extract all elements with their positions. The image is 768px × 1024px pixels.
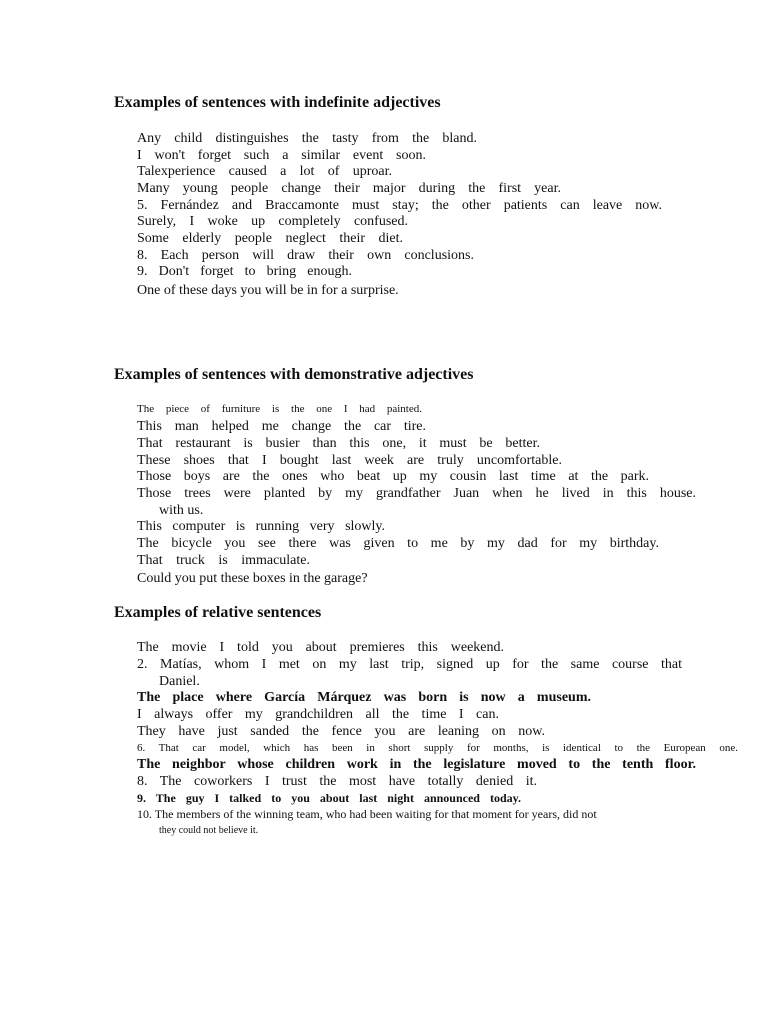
sentence-line: I won't forget such a similar event soon. — [137, 148, 426, 163]
section-heading-demonstrative: Examples of sentences with demonstrative adjectives — [114, 366, 474, 383]
section-heading-indefinite: Examples of sentences with indefinite adjectives — [114, 94, 441, 111]
sentence-line: 8. The coworkers I trust the most have totally denied it. — [137, 774, 537, 789]
sentence-line: 2. Matías, whom I met on my last trip, signed up for the same course that — [137, 657, 682, 672]
sentence-line: 8. Each person will draw their own conclusions. — [137, 248, 474, 263]
sentence-line: Surely, I woke up completely confused. — [137, 214, 408, 229]
sentence-line: they could not believe it. — [159, 825, 259, 836]
sentence-line: 6. That car model, which has been in short supply for months, is identical to the European one. — [137, 742, 738, 754]
sentence-line: These shoes that I bought last week are truly uncomfortable. — [137, 453, 562, 468]
sentence-line: One of these days you will be in for a surprise. — [137, 283, 399, 298]
sentence-line: Talexperience caused a lot of uproar. — [137, 164, 392, 179]
section-heading-relative: Examples of relative sentences — [114, 604, 322, 621]
sentence-line: I always offer my grandchildren all the time I can. — [137, 707, 499, 722]
sentence-line: The bicycle you see there was given to me by my dad for my birthday. — [137, 536, 659, 551]
sentence-line: 10. The members of the winning team, who had been waiting for that moment for years, did not — [137, 807, 597, 821]
sentence-line: The movie I told you about premieres this weekend. — [137, 640, 504, 655]
sentence-line: That restaurant is busier than this one, it must be better. — [137, 436, 540, 451]
sentence-line: 9. Don't forget to bring enough. — [137, 264, 352, 279]
sentence-line: This computer is running very slowly. — [137, 519, 385, 534]
sentence-line: Some elderly people neglect their diet. — [137, 231, 403, 246]
sentence-line: Many young people change their major during the first year. — [137, 181, 561, 196]
sentence-line: Daniel. — [159, 674, 200, 689]
sentence-line: The neighbor whose children work in the legislature moved to the tenth floor. — [137, 757, 696, 772]
sentence-line: Those trees were planted by my grandfather Juan when he lived in this house. — [137, 486, 696, 501]
sentence-line: Any child distinguishes the tasty from the bland. — [137, 131, 477, 146]
sentence-line: 5. Fernández and Braccamonte must stay; the other patients can leave now. — [137, 198, 662, 213]
sentence-line: Could you put these boxes in the garage? — [137, 571, 368, 586]
sentence-line: 9. The guy I talked to you about last night announced today. — [137, 791, 521, 805]
sentence-line: This man helped me change the car tire. — [137, 419, 426, 434]
sentence-line: The piece of furniture is the one I had painted. — [137, 403, 422, 415]
sentence-line: with us. — [159, 503, 204, 518]
sentence-line: That truck is immaculate. — [137, 553, 310, 568]
sentence-line: Those boys are the ones who beat up my cousin last time at the park. — [137, 469, 649, 484]
sentence-line: They have just sanded the fence you are leaning on now. — [137, 724, 545, 739]
sentence-line: The place where García Márquez was born is now a museum. — [137, 690, 591, 705]
